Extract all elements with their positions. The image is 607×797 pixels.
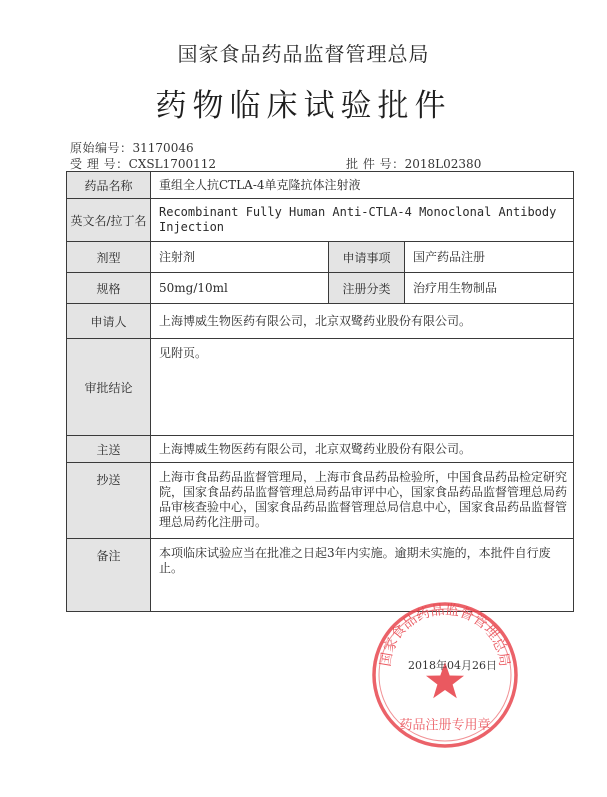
row-english-name: [67, 199, 574, 242]
remarks-label: 备注: [67, 539, 151, 612]
application-type-label: 申请事项: [329, 242, 405, 273]
acceptance-number-label: 受 理 号：: [70, 157, 129, 171]
acceptance-number-value: CXSL1700112: [128, 157, 216, 171]
dosage-form-value: 注射剂: [151, 242, 329, 273]
approval-number: [346, 155, 481, 172]
original-number-label: 原始编号：: [70, 141, 133, 155]
cc-value: 上海市食品药品监督管理局，上海市食品药品检验所，中国食品药品检定研究院，国家食品药品监督管理总局药品审评中心，国家食品药品监督管理总局药品审核查验中心，国家食品药品监督管理总局信息中心，国家食品药品监督管理总局药化注册司。: [151, 463, 574, 539]
conclusion-value: 见附页。: [151, 339, 574, 436]
drug-name-label: 药品名称: [67, 172, 151, 199]
approval-number-value: 2018L02380: [404, 157, 482, 171]
english-name-label: 英文名/拉丁名: [67, 199, 151, 242]
main-recipient-label: 主送: [67, 436, 151, 463]
row-specification: [67, 273, 574, 304]
registration-class-value: 治疗用生物制品: [405, 273, 574, 304]
conclusion-label: 审批结论: [67, 339, 151, 436]
approval-number-label: 批 件 号：: [346, 157, 405, 171]
applicant-value: 上海博威生物医药有限公司，北京双鹭药业股份有限公司。: [151, 304, 574, 339]
issuing-agency: 国家食品药品监督管理总局: [177, 42, 430, 66]
original-number: [70, 139, 194, 156]
application-type-value: 国产药品注册: [405, 242, 574, 273]
seal-ring-text: 国家食品药品监督管理总局: [377, 601, 513, 668]
registration-class-label: 注册分类: [329, 273, 405, 304]
english-name-value: Recombinant Fully Human Anti-CTLA-4 Monoclonal Antibody Injection: [151, 199, 574, 242]
row-conclusion: [67, 339, 574, 436]
row-cc: [67, 463, 574, 539]
original-number-value: 31170046: [132, 141, 194, 155]
approval-form-table: [66, 171, 574, 612]
row-dosage-form: [67, 242, 574, 273]
acceptance-number: [70, 155, 216, 172]
specification-label: 规格: [67, 273, 151, 304]
cc-label: 抄送: [67, 463, 151, 539]
dosage-form-label: 剂型: [67, 242, 151, 273]
main-recipient-value: 上海博威生物医药有限公司，北京双鹭药业股份有限公司。: [151, 436, 574, 463]
row-main-recipient: [67, 436, 574, 463]
drug-name-value: 重组全人抗CTLA-4单克隆抗体注射液: [151, 172, 574, 199]
applicant-label: 申请人: [67, 304, 151, 339]
specification-value: 50mg/10ml: [151, 273, 329, 304]
document-title: 药物临床试验批件: [155, 88, 452, 124]
row-applicant: [67, 304, 574, 339]
official-seal: [370, 600, 520, 750]
remarks-value: 本项临床试验应当在批准之日起3年内实施。逾期未实施的，本批件自行废止。: [151, 539, 574, 612]
row-drug-name: [67, 172, 574, 199]
issue-date: 2018年04月26日: [408, 659, 497, 672]
seal-bottom-text: 药品注册专用章: [399, 718, 491, 733]
